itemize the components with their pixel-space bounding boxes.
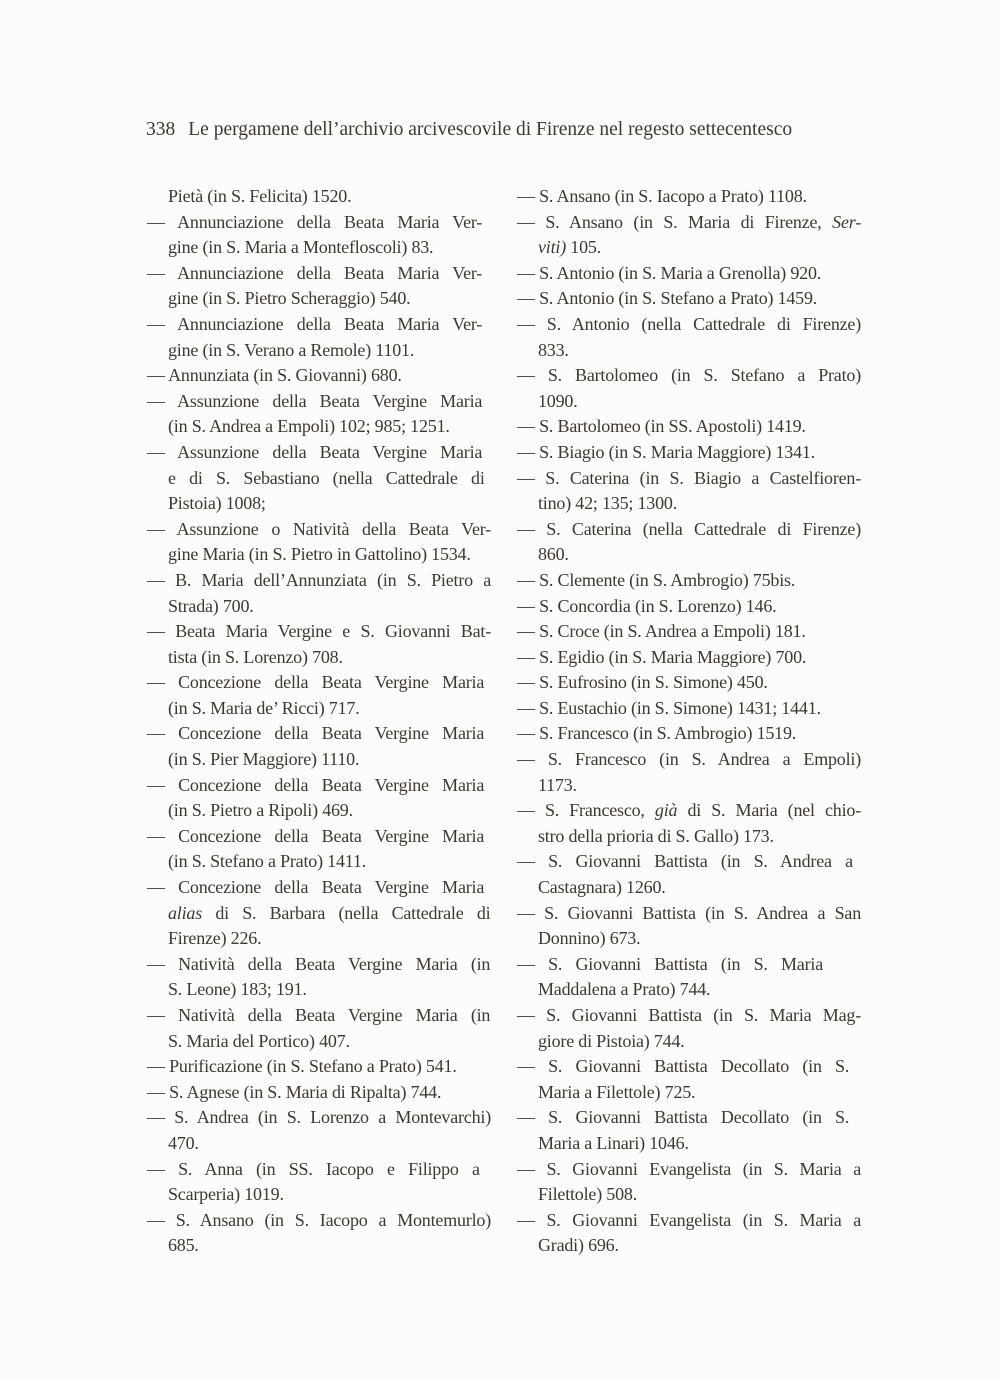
entry-line: S. Maria del Portico) 407. — [168, 1030, 350, 1051]
entry-line: Maddalena a Prato) 744. — [538, 979, 711, 1000]
entry-line: — S. Giovanni Battista Decollato (in S. — [517, 1056, 850, 1077]
index-entry — [517, 1003, 861, 1054]
entry-line: Scarperia) 1019. — [168, 1184, 284, 1205]
entry-line: (in S. Pietro a Ripoli) 469. — [168, 800, 353, 821]
entry-line: — Concezione della Beata Vergine Maria — [147, 672, 485, 693]
index-entry — [147, 312, 491, 363]
index-entry — [517, 440, 861, 466]
entry-line: — S. Croce (in S. Andrea a Empoli) 181. — [517, 621, 806, 642]
index-entry — [517, 1208, 861, 1259]
entry-line: Maria a Linari) 1046. — [538, 1132, 689, 1153]
entry-line: gine Maria (in S. Pietro in Gattolino) 1534. — [168, 544, 471, 565]
index-entry — [517, 747, 861, 798]
index-entry — [147, 261, 491, 312]
entry-line: — S. Eustachio (in S. Simone) 1431; 1441. — [517, 697, 821, 718]
index-entry — [147, 1157, 491, 1208]
entry-line: gine (in S. Verano a Remole) 1101. — [168, 339, 415, 360]
entry-line: — Beata Maria Vergine e S. Giovanni Bat- — [147, 621, 491, 642]
entry-line: — S. Giovanni Battista (in S. Andrea a — [517, 851, 853, 872]
entry-line: — S. Francesco (in S. Ambrogio) 1519. — [517, 723, 797, 744]
entry-line: — Assunzione della Beata Vergine Maria — [147, 441, 483, 462]
entry-line: 685. — [168, 1235, 199, 1256]
index-entry — [517, 670, 861, 696]
entry-line: tino) 42; 135; 1300. — [538, 493, 677, 514]
entry-line: (in S. Andrea a Empoli) 102; 985; 1251. — [168, 416, 450, 437]
entry-line: — Purificazione (in S. Stefano a Prato) 541. — [147, 1056, 457, 1077]
entry-line: — S. Clemente (in S. Ambrogio) 75bis. — [517, 569, 796, 590]
index-entry — [147, 517, 491, 568]
entry-line: — S. Eufrosino (in S. Simone) 450. — [517, 672, 768, 693]
entry-line: — Concezione della Beata Vergine Maria — [147, 774, 485, 795]
entry-line: — Concezione della Beata Vergine Maria — [147, 825, 485, 846]
index-entry — [147, 1080, 491, 1106]
entry-line: — S. Egidio (in S. Maria Maggiore) 700. — [517, 646, 807, 667]
running-title: Le pergamene dell’archivio arcivescovile di Firenze nel regesto settecentesco — [188, 119, 793, 140]
index-entry — [147, 184, 491, 210]
index-entry — [517, 619, 861, 645]
entry-line: — S. Giovanni Evangelista (in S. Maria a — [517, 1158, 861, 1179]
entry-line: — S. Caterina (in S. Biagio a Castelfioren- — [517, 467, 861, 488]
entry-line: — S. Giovanni Battista (in S. Maria Mag- — [517, 1005, 861, 1025]
index-entry — [147, 363, 491, 389]
index-entry — [517, 952, 861, 1003]
entry-line: — S. Giovanni Battista (in S. Maria — [517, 953, 823, 974]
entry-line: — Assunzione della Beata Vergine Maria — [147, 390, 483, 411]
entry-line: giore di Pistoia) 744. — [538, 1030, 685, 1051]
entry-line: alias di S. Barbara (nella Cattedrale di — [168, 902, 491, 923]
entry-line: Filettole) 508. — [538, 1184, 637, 1205]
running-header — [146, 118, 792, 142]
entry-line: — S. Bartolomeo (in SS. Apostoli) 1419. — [517, 416, 806, 437]
entry-line: (in S. Pier Maggiore) 1110. — [168, 749, 360, 770]
index-entry — [147, 619, 491, 670]
index-entry — [517, 210, 861, 261]
index-entry — [517, 363, 861, 414]
entry-line: — S. Francesco (in S. Andrea a Empoli) — [517, 749, 861, 770]
entry-line: — S. Agnese (in S. Maria di Ripalta) 744. — [147, 1081, 442, 1102]
index-entry — [147, 1054, 491, 1080]
index-entry — [517, 696, 861, 722]
entry-line: — Concezione della Beata Vergine Maria — [147, 877, 485, 898]
index-entry — [147, 670, 491, 721]
entry-line: — Annunciazione della Beata Maria Ver- — [147, 262, 483, 283]
entry-line: — S. Caterina (nella Cattedrale di Firenze) — [517, 518, 861, 539]
entry-line: — S. Andrea (in S. Lorenzo a Montevarchi) — [147, 1107, 491, 1128]
index-entry — [147, 773, 491, 824]
entry-line: gine (in S. Maria a Montefloscoli) 83. — [168, 237, 434, 258]
entry-line: tista (in S. Lorenzo) 708. — [168, 646, 343, 667]
entry-line: 1090. — [538, 390, 578, 411]
index-entry — [517, 798, 861, 849]
index-entry — [147, 952, 491, 1003]
index-entry — [147, 389, 491, 440]
entry-line: — S. Anna (in SS. Iacopo e Filippo a — [147, 1158, 480, 1179]
entry-line: — S. Bartolomeo (in S. Stefano a Prato) — [517, 365, 861, 386]
entry-line: 833. — [538, 339, 569, 360]
index-entry — [147, 568, 491, 619]
index-columns — [147, 184, 861, 1259]
index-entry — [517, 568, 861, 594]
entry-line: Pietà (in S. Felicita) 1520. — [168, 186, 352, 206]
entry-line: — S. Ansano (in S. Maria di Firenze, Ser- — [517, 211, 861, 232]
entry-line: — Assunzione o Natività della Beata Ver- — [147, 518, 491, 539]
entry-line: (in S. Stefano a Prato) 1411. — [168, 851, 367, 872]
entry-line: — S. Giovanni Evangelista (in S. Maria a — [517, 1209, 861, 1230]
entry-line: — Natività della Beata Vergine Maria (in — [147, 1005, 491, 1025]
entry-line: (in S. Maria de’ Ricci) 717. — [168, 697, 360, 718]
page-number: 338 — [146, 119, 176, 140]
index-entry — [147, 721, 491, 772]
entry-line: stro della prioria di S. Gallo) 173. — [538, 825, 774, 846]
index-entry — [517, 645, 861, 671]
index-entry — [147, 1208, 491, 1259]
index-entry — [147, 1105, 491, 1156]
entry-line: Gradi) 696. — [538, 1235, 619, 1256]
entry-line: 470. — [168, 1132, 199, 1153]
index-entry — [147, 824, 491, 875]
entry-line: Firenze) 226. — [168, 928, 262, 949]
entry-line: viti) 105. — [538, 237, 602, 258]
index-entry — [517, 184, 861, 210]
entry-line: S. Leone) 183; 191. — [168, 979, 307, 1000]
index-entry — [147, 210, 491, 261]
entry-line: — S. Antonio (in S. Maria a Grenolla) 920. — [517, 262, 822, 283]
index-entry — [517, 312, 861, 363]
entry-line: — S. Antonio (nella Cattedrale di Firenze) — [517, 313, 861, 334]
entry-line: — S. Giovanni Battista (in S. Andrea a San — [517, 902, 861, 923]
entry-line: Strada) 700. — [168, 595, 254, 616]
index-entry — [147, 440, 491, 517]
entry-line: — S. Ansano (in S. Iacopo a Prato) 1108. — [517, 186, 807, 206]
entry-line: — Natività della Beata Vergine Maria (in — [147, 953, 491, 974]
index-entry — [147, 1003, 491, 1054]
entry-line: — S. Giovanni Battista Decollato (in S. — [517, 1107, 850, 1128]
entry-line: — Annunciazione della Beata Maria Ver- — [147, 313, 483, 334]
index-entry — [517, 261, 861, 287]
index-entry — [147, 875, 491, 952]
index-entry — [517, 594, 861, 620]
entry-line: Donnino) 673. — [538, 928, 641, 949]
index-entry — [517, 286, 861, 312]
entry-line: — S. Biagio (in S. Maria Maggiore) 1341. — [517, 441, 815, 462]
index-entry — [517, 466, 861, 517]
entry-line: — Annunciazione della Beata Maria Ver- — [147, 211, 483, 232]
entry-line: — B. Maria dell’Annunziata (in S. Pietro a — [147, 569, 491, 590]
entry-line: — Concezione della Beata Vergine Maria — [147, 723, 485, 744]
index-entry — [517, 517, 861, 568]
index-entry — [517, 1157, 861, 1208]
index-entry — [517, 1105, 861, 1156]
index-column — [517, 184, 861, 1259]
entry-line: — S. Francesco, già di S. Maria (nel chio- — [517, 800, 862, 821]
entry-line: e di S. Sebastiano (nella Cattedrale di — [168, 467, 485, 488]
entry-line: 860. — [538, 544, 569, 565]
entry-line: — Annunziata (in S. Giovanni) 680. — [147, 365, 402, 386]
entry-line: gine (in S. Pietro Scheraggio) 540. — [168, 288, 411, 309]
entry-line: Castagnara) 1260. — [538, 877, 666, 898]
index-entry — [517, 721, 861, 747]
index-entry — [517, 901, 861, 952]
entry-line: Maria a Filettole) 725. — [538, 1081, 696, 1102]
entry-line: — S. Antonio (in S. Stefano a Prato) 1459. — [517, 288, 818, 309]
entry-line: Pistoia) 1008; — [168, 493, 266, 514]
index-entry — [517, 414, 861, 440]
entry-line: 1173. — [538, 774, 577, 795]
entry-line: — S. Concordia (in S. Lorenzo) 146. — [517, 595, 777, 616]
index-entry — [517, 1054, 861, 1105]
entry-line: — S. Ansano (in S. Iacopo a Montemurlo) — [147, 1209, 491, 1230]
index-entry — [517, 849, 861, 900]
index-column — [147, 184, 491, 1259]
